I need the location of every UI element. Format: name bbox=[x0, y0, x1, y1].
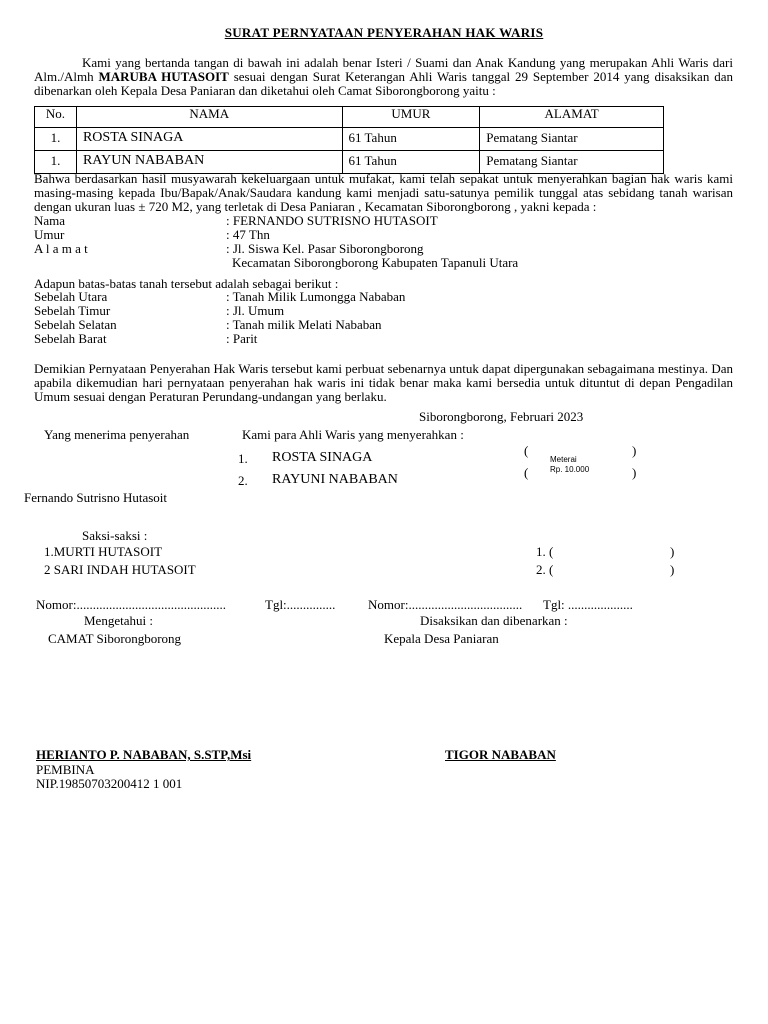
row-address: Pematang Siantar bbox=[480, 151, 664, 174]
signature-bracket-close: ) bbox=[670, 544, 675, 559]
boundary-value-west: : Parit bbox=[226, 331, 258, 346]
agreement-paragraph: Bahwa berdasarkan hasil musyawarah kekeluargaan untuk mufakat, kami telah sepakat untuk menyerahkan bagian hak waris kami masing-masing kepada Ibu/Bapak/Anak/Saudara kandung kami menjadi satu-satunya pemilik tunggal atas sebidang tanah warisan dengan ukuran luas ± 720 M2, yang terletak di Desa Paniaran , Kecamatan Siborongborong , yakni kepada : bbox=[34, 171, 733, 214]
official-left-name: HERIANTO P. NABABAN, S.STP,Msi bbox=[36, 747, 252, 762]
witness-sign: 1. ( bbox=[536, 544, 554, 559]
official-left-rank: PEMBINA bbox=[36, 762, 95, 777]
tgl-right: Tgl: .................... bbox=[543, 597, 633, 612]
row-no: 1. bbox=[35, 151, 77, 174]
boundary-label-north: Sebelah Utara bbox=[34, 289, 108, 304]
giver-name: RAYUNI NABABAN bbox=[272, 472, 398, 487]
place-date: Siborongborong, Februari 2023 bbox=[419, 409, 584, 424]
deceased-name: MARUBA HUTASOIT bbox=[98, 69, 229, 84]
header-age: UMUR bbox=[342, 107, 480, 128]
giver-number: 1. bbox=[238, 451, 248, 466]
signature-bracket-close: ) bbox=[632, 443, 637, 458]
stamp-value: Rp. 10.000 bbox=[550, 465, 590, 474]
header-name: NAMA bbox=[76, 107, 342, 128]
heirs-table bbox=[34, 106, 664, 174]
witness-name: 2 SARI INDAH HUTASOIT bbox=[44, 562, 196, 577]
table-row bbox=[35, 128, 664, 151]
tgl-left: Tgl:............... bbox=[265, 597, 336, 612]
receiver-label: Yang menerima penyerahan bbox=[44, 427, 190, 442]
witness-sign: 2. ( bbox=[536, 562, 554, 577]
table-header-row bbox=[35, 107, 664, 128]
row-age: 61 Tahun bbox=[342, 151, 480, 174]
receiver-name: Fernando Sutrisno Hutasoit bbox=[24, 490, 167, 505]
intro-text-part1: Kami yang bertanda tangan di bawah ini adalah benar Isteri / Suami dan Anak Kandung yang merupakan Ahli Waris dari Alm./Almh bbox=[34, 55, 733, 84]
boundary-label-west: Sebelah Barat bbox=[34, 331, 107, 346]
giver-number: 2. bbox=[238, 473, 248, 488]
signature-bracket-close: ) bbox=[670, 562, 675, 577]
umur-value: : 47 Thn bbox=[226, 227, 270, 242]
header-no: No. bbox=[35, 107, 77, 128]
boundary-label-east: Sebelah Timur bbox=[34, 303, 111, 318]
signature-bracket-close: ) bbox=[632, 465, 637, 480]
row-no: 1. bbox=[35, 128, 77, 151]
boundaries-intro: Adapun batas-batas tanah tersebut adalah sebagai berikut : bbox=[34, 276, 339, 291]
umur-label: Umur bbox=[34, 227, 65, 242]
givers-label: Kami para Ahli Waris yang menyerahkan : bbox=[242, 427, 464, 442]
row-name: ROSTA SINAGA bbox=[76, 128, 342, 151]
witness-name: 1.MURTI HUTASOIT bbox=[44, 544, 163, 559]
boundary-value-south: : Tanah milik Melati Nababan bbox=[226, 317, 382, 332]
alamat-value-line2: Kecamatan Siborongborong Kabupaten Tapanuli Utara bbox=[232, 255, 519, 270]
official-left-nip: NIP.19850703200412 1 001 bbox=[36, 776, 183, 791]
boundary-value-east: : Jl. Umum bbox=[226, 303, 285, 318]
nomor-left: Nomor:.............................................. bbox=[36, 597, 226, 612]
row-address: Pematang Siantar bbox=[480, 128, 664, 151]
closing-paragraph: Demikian Pernyataan Penyerahan Hak Waris tersebut kami perbuat sebenarnya untuk dapat dipergunakan sebagaimana mestinya. Dan apabila dikemudian hari pernyataan penyerahan hak waris ini tidak benar maka kami bersedia untuk dituntut di depan Pengadilan Umum sesuai dengan Peraturan Perundang-undangan yang berlaku. bbox=[34, 361, 733, 404]
document-title: SURAT PERNYATAAN PENYERAHAN HAK WARIS bbox=[224, 25, 544, 40]
intro-text-part2: sesuai dengan Surat Keterangan Ahli Waris tanggal 29 September 2014 yang disaksikan dan dibenarkan oleh Kepala Desa Paniaran dan diketahui oleh Camat Siborongborong yaitu : bbox=[34, 69, 733, 98]
signature-bracket-open: ( bbox=[524, 465, 529, 480]
boundary-label-south: Sebelah Selatan bbox=[34, 317, 117, 332]
nama-label: Nama bbox=[34, 213, 66, 228]
row-age: 61 Tahun bbox=[342, 128, 480, 151]
disaksikan-label: Disaksikan dan dibenarkan : bbox=[420, 613, 568, 628]
row-name: RAYUN NABABAN bbox=[76, 151, 342, 174]
intro-paragraph bbox=[34, 56, 733, 98]
nomor-right: Nomor:................................... bbox=[368, 597, 523, 612]
alamat-value-line1: : Jl. Siswa Kel. Pasar Siborongborong bbox=[226, 241, 424, 256]
signature-bracket-open: ( bbox=[524, 443, 529, 458]
camat-title: CAMAT Siborongborong bbox=[48, 631, 182, 646]
nama-value: : FERNANDO SUTRISNO HUTASOIT bbox=[226, 213, 438, 228]
header-address: ALAMAT bbox=[480, 107, 664, 128]
alamat-label: A l a m a t bbox=[34, 241, 88, 256]
boundary-value-north: : Tanah Milik Lumongga Nababan bbox=[226, 289, 406, 304]
official-right-name: TIGOR NABABAN bbox=[445, 747, 556, 762]
giver-name: ROSTA SINAGA bbox=[272, 450, 373, 465]
witness-label: Saksi-saksi : bbox=[82, 528, 148, 543]
mengetahui-label: Mengetahui : bbox=[84, 613, 153, 628]
kades-title: Kepala Desa Paniaran bbox=[384, 631, 499, 646]
stamp-label: Meterai bbox=[550, 455, 577, 464]
